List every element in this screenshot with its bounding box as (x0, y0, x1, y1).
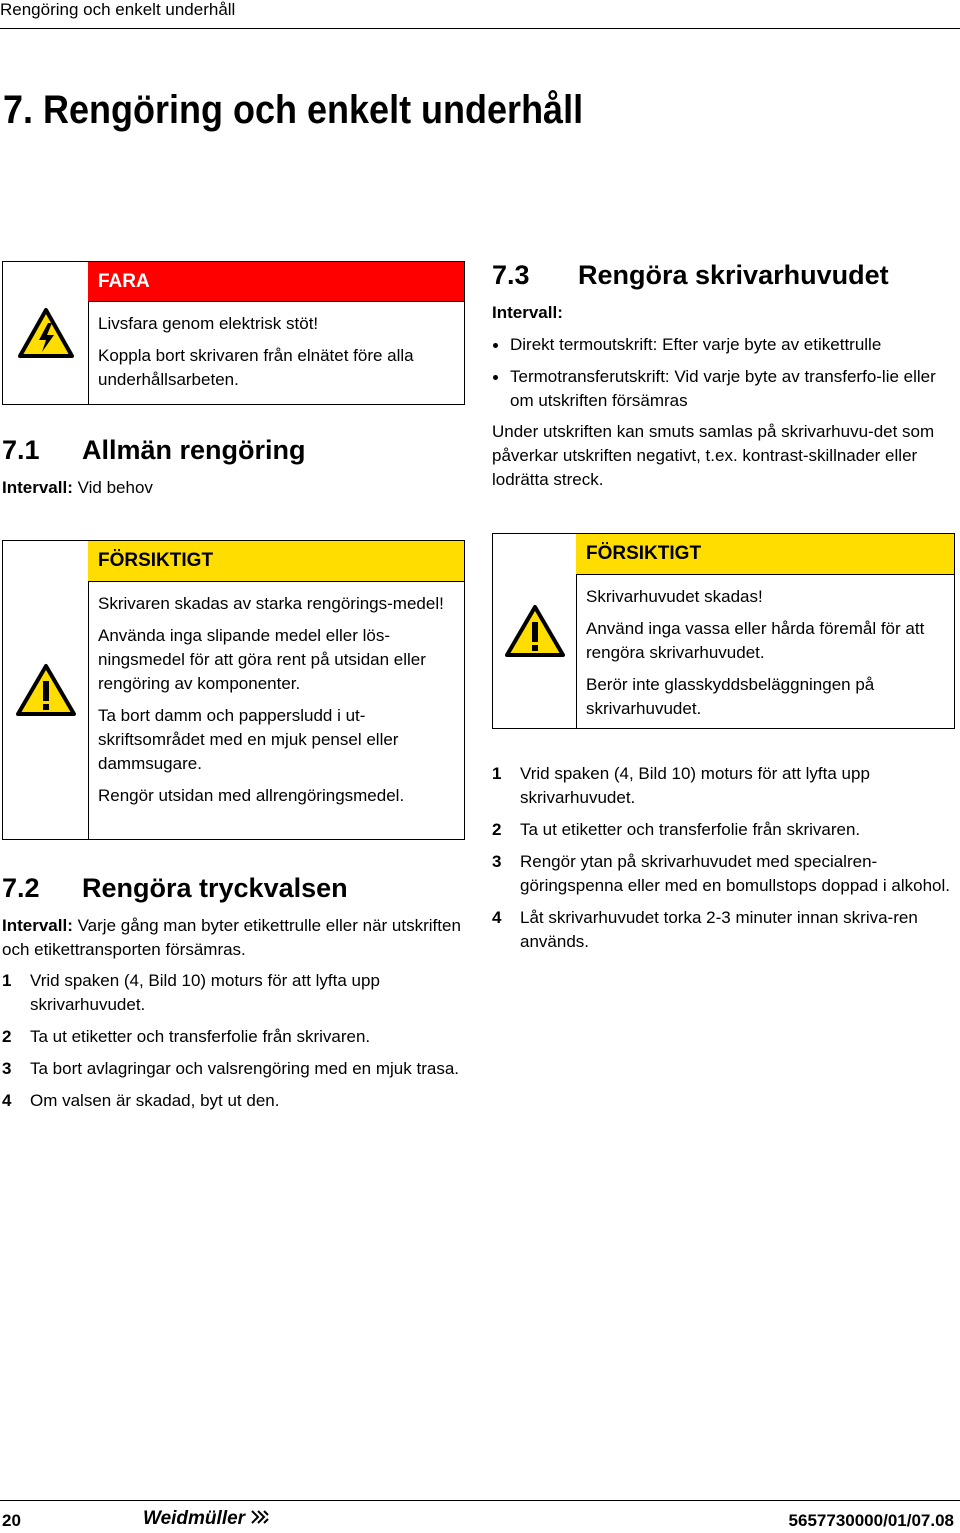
caution-box-1 (2, 540, 465, 840)
danger-line: Koppla bort skrivaren från elnätet före alla underhållsarbeten. (98, 346, 414, 389)
section-7-3-bullets (492, 333, 952, 421)
section-7-2-interval (2, 914, 462, 962)
section-title: Allmän rengöring (82, 435, 306, 465)
interval-value: Vid behov (77, 478, 153, 497)
caution-icon-cell (493, 534, 577, 728)
header-divider (0, 28, 960, 29)
danger-heading: FARA (88, 262, 464, 302)
step-number: 2 (492, 820, 502, 839)
step-item (492, 850, 952, 898)
caution-line: Berör inte glasskyddsbeläggningen på skrivarhuvudet. (586, 675, 875, 718)
interval-label: Intervall: (2, 478, 73, 497)
interval-label: Intervall: (2, 916, 73, 935)
section-7-2-steps (2, 969, 462, 1121)
caution-box-2 (492, 533, 955, 729)
step-item (2, 1089, 462, 1113)
step-text: Vrid spaken (4, Bild 10) moturs för att lyfta upp skrivarhuvudet. (30, 971, 380, 1014)
step-text: Låt skrivarhuvudet torka 2-3 minuter innan skriva-ren används. (520, 908, 918, 951)
section-7-2-heading (2, 873, 348, 904)
section-number: 7.2 (2, 873, 40, 903)
step-item (492, 762, 952, 810)
electric-shock-warning-icon (17, 307, 75, 359)
caution-line: Ta bort damm och pappersludd i ut-skriftsområdet med en mjuk pensel eller dammsugare. (98, 706, 399, 773)
step-number: 1 (492, 764, 502, 783)
section-7-1-heading (2, 435, 306, 466)
step-text: Ta ut etiketter och transferfolie från skrivaren. (520, 820, 861, 839)
caution-body (88, 592, 464, 816)
weidmuller-logo-icon (250, 1508, 270, 1526)
bullet-item: Termotransferutskrift: Vid varje byte av transferfo-lie eller om utskriften försämras (492, 365, 952, 413)
step-number: 3 (2, 1059, 12, 1078)
section-number: 7.1 (2, 435, 40, 465)
danger-icon-cell (3, 262, 89, 404)
step-number: 4 (2, 1091, 12, 1110)
caution-warning-icon (15, 663, 77, 717)
step-item (492, 818, 952, 842)
running-header: Rengöring och enkelt underhåll (0, 0, 236, 19)
document-number: 5657730000/01/07.08 (788, 1511, 954, 1530)
caution-body (576, 585, 954, 729)
caution-heading: FÖRSIKTIGT (576, 534, 954, 575)
step-item (2, 1057, 462, 1081)
step-number: 3 (492, 852, 502, 871)
section-7-1-interval (2, 476, 153, 500)
section-7-3-interval-label: Intervall: (492, 303, 563, 322)
step-text: Rengör ytan på skrivarhuvudet med specialren-göringspenna eller med en bomullstops doppad i alkohol. (520, 852, 951, 895)
step-text: Ta ut etiketter och transferfolie från skrivaren. (30, 1027, 371, 1046)
section-7-3-steps (492, 762, 952, 962)
caution-warning-icon (504, 604, 566, 658)
step-text: Vrid spaken (4, Bild 10) moturs för att lyfta upp skrivarhuvudet. (520, 764, 870, 807)
caution-icon-cell (3, 541, 89, 839)
section-number: 7.3 (492, 260, 530, 290)
bullet-item: Direkt termoutskrift: Efter varje byte av etikettrulle (492, 333, 952, 357)
step-text: Om valsen är skadad, byt ut den. (30, 1091, 280, 1110)
section-title: Rengöra skrivarhuvudet (578, 260, 889, 290)
caution-line: Använda inga slipande medel eller lös-ningsmedel för att göra rent på utsidan eller rengöring av komponenter. (98, 626, 426, 693)
caution-line: Skrivaren skadas av starka rengörings-medel! (98, 594, 444, 613)
section-7-3-paragraph: Under utskriften kan smuts samlas på skrivarhuvu-det som påverkar utskriften negativt, t.ex. kontrast-skillnader eller lodrätta streck. (492, 422, 935, 489)
brand-logo (143, 1508, 270, 1530)
chapter-title: 7. Rengöring och enkelt underhåll (3, 88, 584, 132)
step-text: Ta bort avlagringar och valsrengöring med en mjuk trasa. (30, 1059, 459, 1078)
caution-heading: FÖRSIKTIGT (88, 541, 464, 582)
danger-body (88, 312, 464, 400)
step-number: 4 (492, 908, 502, 927)
caution-line: Använd inga vassa eller hårda föremål för att rengöra skrivarhuvudet. (586, 619, 925, 662)
step-item (2, 969, 462, 1017)
interval-value: Varje gång man byter etikettrulle eller när utskriften och etikettransporten försämras. (2, 916, 461, 959)
footer-divider (0, 1500, 960, 1501)
danger-line: Livsfara genom elektrisk stöt! (98, 314, 319, 333)
section-title: Rengöra tryckvalsen (82, 873, 348, 903)
page-number: 20 (2, 1511, 21, 1530)
caution-line: Skrivarhuvudet skadas! (586, 587, 763, 606)
danger-warning-box (2, 261, 465, 405)
step-number: 1 (2, 971, 12, 990)
section-7-3-heading (492, 260, 889, 291)
caution-line: Rengör utsidan med allrengöringsmedel. (98, 786, 405, 805)
step-number: 2 (2, 1027, 12, 1046)
brand-name: Weidmüller (143, 1508, 246, 1529)
step-item (492, 906, 952, 954)
step-item (2, 1025, 462, 1049)
